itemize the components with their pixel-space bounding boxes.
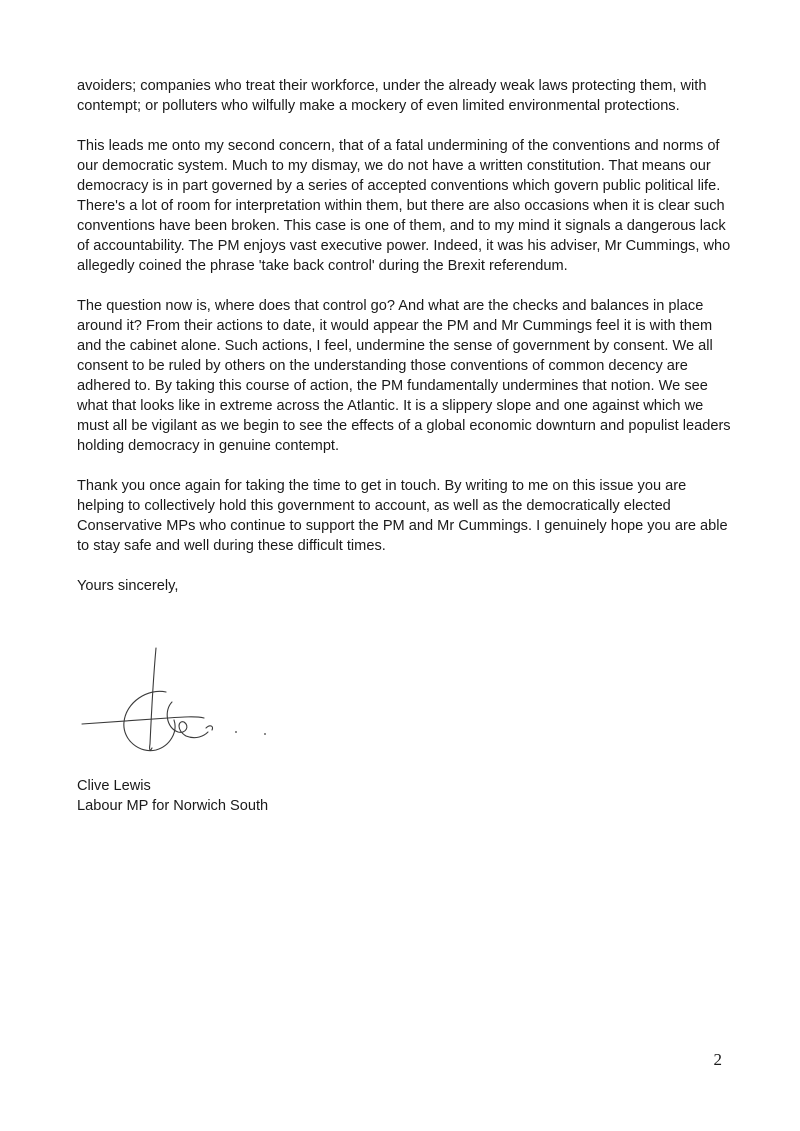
page-number: 2 — [713, 1050, 722, 1069]
paragraph-2: This leads me onto my second concern, that of a fatal undermining of the conventions and norms of our democratic system. Much to my dismay, we do not have a written constitution. That means our democracy is in part governed by a series of accepted conventions which govern public political life. There's a lot of room for interpretation within them, but there are also occasions when it is clear such conventions have been broken. This case is one of them, and to my mind it signals a dangerous lack of accountability. The PM enjoys vast executive power. Indeed, it was his adviser, Mr Cummings, who allegedly coined the phrase 'take back control' during the Brexit referendum. — [77, 138, 731, 274]
signatory-name: Clive Lewis — [77, 778, 151, 794]
paragraph-1: avoiders; companies who treat their workforce, under the already weak laws protecting them, with contempt; or polluters who wilfully make a mockery of even limited environmental protections. — [77, 78, 707, 114]
closing-salutation: Yours sincerely, — [77, 578, 179, 594]
handwritten-signature — [78, 640, 278, 760]
letter-body — [77, 76, 737, 596]
paragraph-3: The question now is, where does that control go? And what are the checks and balances in place around it? From their actions to date, it would appear the PM and Mr Cummings feel it is with them and the cabinet alone. Such actions, I feel, undermine the sense of government by consent. We all consent to be ruled by others on the understanding those conventions of common decency are adhered to. By taking this course of action, the PM fundamentally undermines that notion. We see what that looks like in extreme across the Atlantic. It is a slippery slope and one against which we must all be vigilant as we begin to see the effects of a global economic downturn and populist leaders holding democracy in genuine contempt. — [77, 298, 731, 454]
signatory-title: Labour MP for Norwich South — [77, 798, 269, 814]
paragraph-4: Thank you once again for taking the time to get in touch. By writing to me on this issue you are helping to collectively hold this government to account, as well as the democratically elected Conservative MPs who continue to support the PM and Mr Cummings. I genuinely hope you are able to stay safe and well during these difficult times. — [77, 478, 728, 554]
signatory-block — [77, 776, 268, 816]
